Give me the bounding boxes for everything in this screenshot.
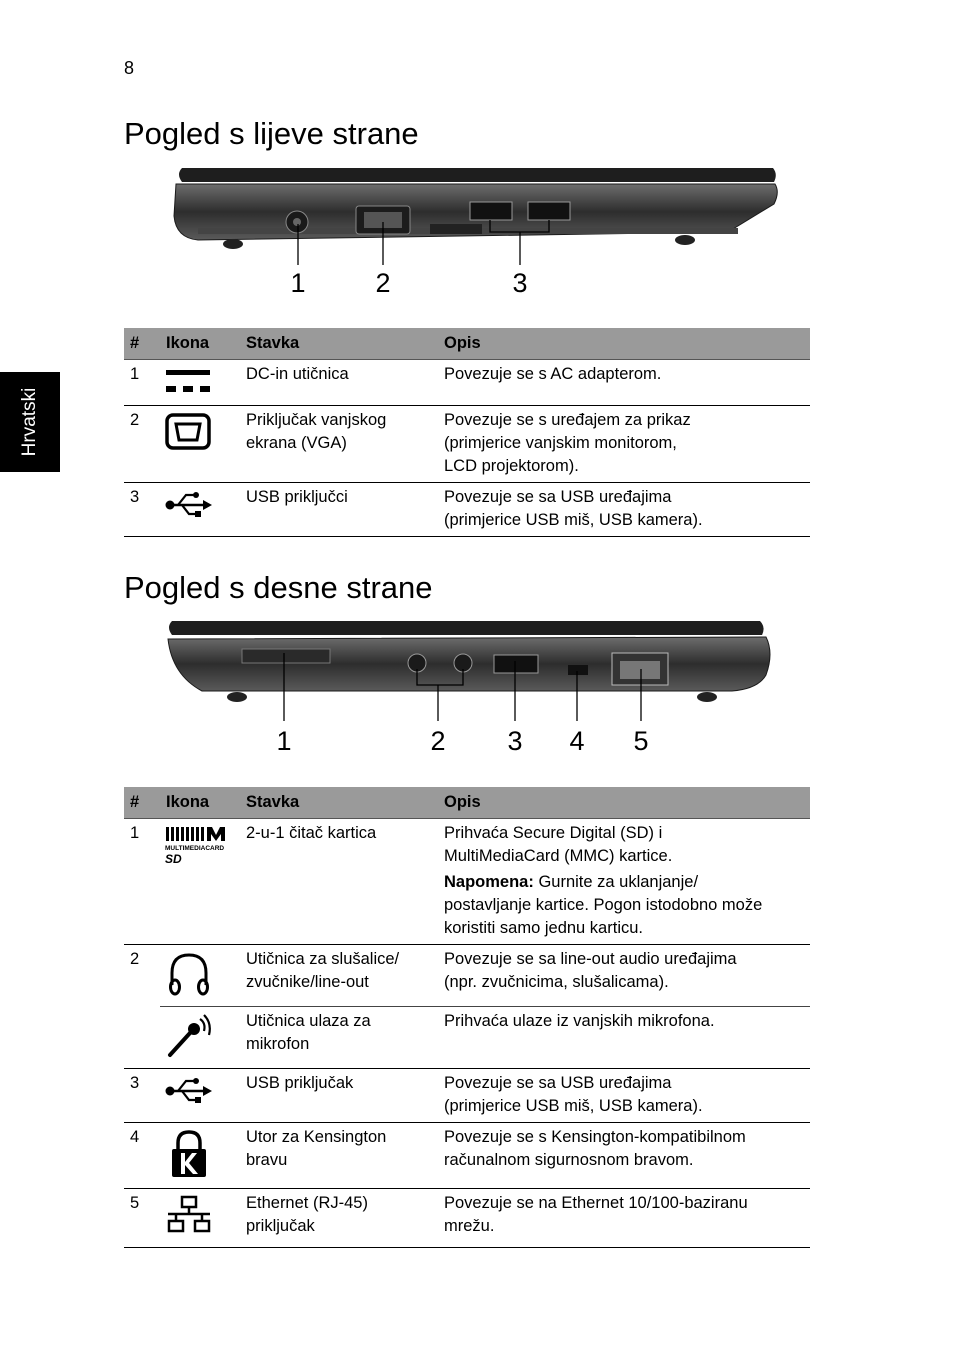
table-row (124, 483, 810, 537)
usb-icon (164, 1075, 214, 1105)
row-num (124, 1007, 160, 1069)
right-ports-table (124, 787, 810, 1248)
row-item: mikrofon (246, 1035, 310, 1053)
header-desc: Opis (438, 328, 810, 360)
row-num: 3 (124, 483, 160, 537)
table-row (124, 1007, 810, 1069)
row-item: ekrana (VGA) (246, 434, 347, 452)
card-reader-icon (164, 825, 228, 865)
right-callout-5: 5 (633, 726, 649, 756)
right-callout-4: 4 (569, 726, 585, 756)
right-view-title: Pogled s desne strane (124, 570, 433, 605)
row-desc: Povezuje se s AC adapterom. (444, 365, 662, 383)
table-row (124, 819, 810, 945)
left-callout-1: 1 (290, 268, 306, 298)
table-row (124, 1189, 810, 1248)
table-header-row (124, 787, 810, 819)
row-desc: Povezuje se sa USB uređajima (444, 1074, 672, 1092)
header-num: # (124, 328, 160, 360)
row-num: 3 (124, 1069, 160, 1123)
row-desc: LCD projektorom). (444, 457, 579, 475)
row-item: USB priključci (246, 488, 348, 506)
row-item: bravu (246, 1151, 288, 1169)
row-desc: Povezuje se sa USB uređajima (444, 488, 672, 506)
note-text: Gurnite za uklanjanje/ (533, 873, 699, 891)
row-desc: Povezuje se s Kensington-kompatibilnom (444, 1128, 746, 1146)
row-desc: (primjerice vanjskim monitorom, (444, 434, 677, 452)
table-row (124, 1123, 810, 1189)
right-callout-3: 3 (507, 726, 523, 756)
table-row (124, 945, 810, 1007)
row-item: Ethernet (RJ-45) (246, 1194, 368, 1212)
table-row (124, 360, 810, 406)
ethernet-icon (164, 1195, 214, 1235)
note-text: postavljanje kartice. Pogon istodobno može (444, 896, 763, 914)
row-item: USB priključak (246, 1074, 354, 1092)
row-num: 1 (124, 360, 160, 406)
row-desc: računalnom sigurnosnom bravom. (444, 1151, 694, 1169)
row-num: 5 (124, 1189, 160, 1248)
row-item: priključak (246, 1217, 315, 1235)
row-item: zvučnike/line-out (246, 973, 369, 991)
row-num: 1 (124, 819, 160, 945)
right-callout-2: 2 (430, 726, 446, 756)
left-ports-table (124, 328, 810, 537)
row-item: Utičnica za slušalice/ (246, 950, 400, 968)
left-callout-3: 3 (512, 268, 528, 298)
right-callout-lines (162, 615, 777, 727)
left-view-title: Pogled s lijeve strane (124, 116, 419, 151)
row-num: 2 (130, 950, 140, 968)
row-desc: Prihvaća Secure Digital (SD) i (444, 824, 663, 842)
row-num: 4 (124, 1123, 160, 1189)
header-item: Stavka (240, 328, 438, 360)
row-desc: Povezuje se na Ethernet 10/100-baziranu (444, 1194, 748, 1212)
row-desc: (primjerice USB miš, USB kamera). (444, 511, 703, 529)
header-desc: Opis (438, 787, 810, 819)
row-desc: Prihvaća ulaze iz vanjskih mikrofona. (444, 1012, 715, 1030)
language-side-tab (0, 372, 60, 472)
row-desc: Povezuje se sa line-out audio uređajima (444, 950, 737, 968)
row-desc: Povezuje se s uređajem za prikaz (444, 411, 691, 429)
header-icon: Ikona (160, 328, 240, 360)
usb-icon (164, 489, 214, 519)
header-num: # (124, 787, 160, 819)
row-item: Utor za Kensington (246, 1128, 387, 1146)
microphone-icon (164, 1013, 214, 1059)
left-callout-lines (168, 162, 783, 272)
row-desc: (primjerice USB miš, USB kamera). (444, 1097, 703, 1115)
header-item: Stavka (240, 787, 438, 819)
row-item: Utičnica ulaza za (246, 1012, 371, 1030)
row-item: Priključak vanjskog (246, 411, 387, 429)
row-item: DC-in utičnica (246, 365, 349, 383)
left-callout-2: 2 (375, 268, 391, 298)
svg-text:MULTIMEDIACARD: MULTIMEDIACARD (165, 845, 225, 852)
row-item: 2-u-1 čitač kartica (246, 824, 377, 842)
header-icon: Ikona (160, 787, 240, 819)
table-row (124, 406, 810, 483)
table-header-row (124, 328, 810, 360)
row-desc: MultiMediaCard (MMC) kartice. (444, 847, 673, 865)
note-text: koristiti samo jednu karticu. (444, 919, 643, 937)
svg-text:SD: SD (165, 852, 182, 865)
vga-icon (164, 412, 212, 452)
page-number: 8 (124, 58, 135, 78)
row-desc: (npr. zvučnicima, slušalicama). (444, 973, 669, 991)
note-label: Napomena: (444, 873, 534, 891)
language-side-tab-label: Hrvatski (19, 387, 40, 457)
dc-in-icon (164, 366, 212, 396)
headphones-icon (164, 951, 214, 997)
row-num: 2 (124, 406, 160, 483)
table-row (124, 1069, 810, 1123)
kensington-lock-icon (164, 1129, 214, 1179)
right-callout-1: 1 (276, 726, 292, 756)
row-desc: mrežu. (444, 1217, 495, 1235)
